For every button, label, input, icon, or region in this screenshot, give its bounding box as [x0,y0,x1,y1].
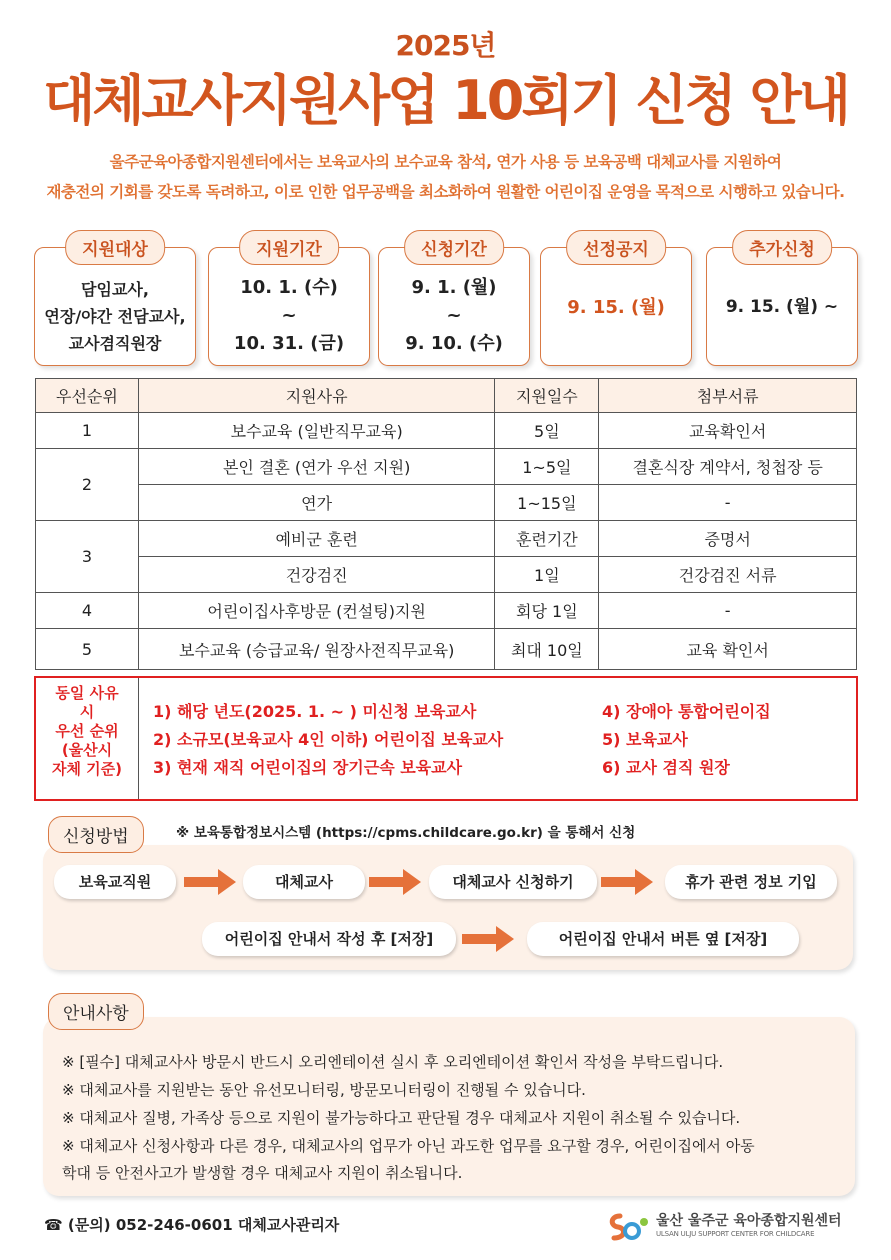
card-label-target: 지원대상 [65,230,165,265]
card-line: 10. 31. (금) [233,333,345,354]
days-cell: 1~15일 [495,485,599,521]
reason-cell: 어린이집사후방문 (컨설팅)지원 [138,593,495,629]
step-apply: 대체교사 신청하기 [429,865,597,899]
card-line: 연장/야간 전담교사, [44,307,186,326]
rank-cell: 2 [36,449,139,521]
rank-cell: 3 [36,521,139,593]
card-label-period: 지원기간 [239,230,339,265]
method-label: 신청방법 [48,816,144,853]
column-header: 첨부서류 [599,379,857,413]
rank-cell: 5 [36,629,139,670]
card-line: 교사겸직원장 [68,334,162,353]
card-line: 9. 1. (월) [411,277,497,298]
card-line: 9. 10. (수) [405,333,503,354]
notice-item: 학대 등 안전사고가 발생할 경우 대체교사 지원이 취소됩니다. [62,1164,463,1182]
intro-line-1: 울주군육아종합지원센터에서는 보육교사의 보수교육 참석, 연가 사용 등 보육공백 대체교사를 지원하여 [109,153,782,171]
reason-cell: 건강검진 [138,557,495,593]
reason-cell: 보수교육 (일반직무교육) [138,413,495,449]
arrow-right-icon [184,869,236,895]
card-line: 10. 1. (수) [240,277,338,298]
days-cell: 1~5일 [495,449,599,485]
tie-label-line: 자체 기준) [51,760,123,778]
step-save-guide: 어린이집 안내서 버튼 옆 [저장] [527,922,799,956]
tie-break-box [34,676,858,801]
rank-cell: 4 [36,593,139,629]
contact-info: ☎ (문의) 052-246-0601 대체교사관리자 [44,1216,340,1234]
step-substitute: 대체교사 [243,865,365,899]
tie-item: 2) 소규모(보육교사 4인 이하) 어린이집 보육교사 [153,730,504,749]
priority-table [35,378,857,670]
tie-item: 4) 장애아 통합어린이집 [602,702,771,721]
table-header-row [36,379,857,413]
tie-item: 1) 해당 년도(2025. 1. ~ ) 미신청 보육교사 [153,702,477,721]
tie-label-line: 동일 사유 [55,684,119,702]
tie-break-label [36,678,139,799]
arrow-right-icon [369,869,421,895]
days-cell: 회당 1일 [495,593,599,629]
docs-cell: 교육 확인서 [599,629,857,670]
card-label-notice-date: 선정공지 [566,230,666,265]
table-row [36,413,857,449]
tie-item: 5) 보육교사 [602,730,688,749]
card-additional [706,240,858,366]
card-line: ~ [281,305,297,326]
column-header: 지원사유 [138,379,495,413]
page-title: 대체교사지원사업 10회기 신청 안내 [43,69,848,132]
card-body-apply [379,274,529,358]
step-staff: 보육교직원 [54,865,176,899]
notice-item: ※ 대체교사 신청사항과 다른 경우, 대체교사의 업무가 아닌 과도한 업무를 요구할 경우, 어린이집에서 아동 [62,1137,755,1155]
days-cell: 1일 [495,557,599,593]
logo-mark-icon [606,1210,650,1244]
card-body-target [35,276,195,357]
logo-text: 울산 울주군 육아종합지원센터 [656,1213,842,1229]
step-write-guide: 어린이집 안내서 작성 후 [저장] [202,922,456,956]
tie-item: 6) 교사 겸직 원장 [602,758,730,777]
tie-label-line: 우선 순위 [55,722,119,740]
tie-label-line: 시 [79,703,95,721]
tie-item: 3) 현재 재직 어린이집의 장기근속 보육교사 [153,758,463,777]
column-header: 우선순위 [36,379,139,413]
rank-cell: 1 [36,413,139,449]
method-note: ※ 보육통합정보시스템 (https://cpms.childcare.go.kr) 을 통해서 신청 [176,825,636,841]
reason-cell: 연가 [138,485,495,521]
table-row [36,521,857,557]
column-header: 지원일수 [495,379,599,413]
step-leave-info: 휴가 관련 정보 기입 [665,865,837,899]
card-apply [378,240,530,366]
arrow-right-icon [601,869,653,895]
docs-cell: - [599,593,857,629]
reason-cell: 예비군 훈련 [138,521,495,557]
docs-cell: 건강검진 서류 [599,557,857,593]
docs-cell: 교육확인서 [599,413,857,449]
arrow-right-icon [462,926,514,952]
card-target [34,240,196,366]
table-row [36,485,857,521]
center-logo [606,1208,856,1248]
card-line: ~ [446,305,462,326]
card-body-notice-date: 9. 15. (월) [567,297,665,318]
docs-cell: - [599,485,857,521]
reason-cell: 본인 결혼 (연가 우선 지원) [138,449,495,485]
tie-label-line: (울산시 [61,741,113,759]
card-label-additional: 추가신청 [732,230,832,265]
notice-item: ※ 대체교사를 지원받는 동안 유선모니터링, 방문모니터링이 진행될 수 있습니다. [62,1081,586,1099]
table-row [36,449,857,485]
reason-cell: 보수교육 (승급교육/ 원장사전직무교육) [138,629,495,670]
days-cell: 5일 [495,413,599,449]
card-body-period [209,274,369,358]
card-line: 담임교사, [81,280,149,299]
notice-item: ※ 대체교사 질병, 가족상 등으로 지원이 불가능하다고 판단될 경우 대체교사 지원이 취소될 수 있습니다. [62,1109,741,1127]
year-heading: 2025년 [395,29,496,62]
docs-cell: 결혼식장 계약서, 청첩장 등 [599,449,857,485]
notice-label: 안내사항 [48,993,144,1030]
table-row [36,593,857,629]
card-body-additional: 9. 15. (월) ~ [725,297,839,317]
logo-subtext: ULSAN ULJU SUPPORT CENTER FOR CHILDCARE [656,1230,815,1238]
docs-cell: 증명서 [599,521,857,557]
table-row [36,629,857,670]
card-period [208,240,370,366]
intro-line-2: 재충전의 기회를 갖도록 독려하고, 이로 인한 업무공백을 최소화하여 원활한 어린이집 운영을 목적으로 시행하고 있습니다. [46,183,845,201]
table-row [36,557,857,593]
days-cell: 훈련기간 [495,521,599,557]
card-label-apply: 신청기간 [404,230,504,265]
notice-item: ※ [필수] 대체교사사 방문시 반드시 오리엔테이션 실시 후 오리엔테이션 확인서 작성을 부탁드립니다. [62,1053,724,1071]
card-notice-date [540,240,692,366]
days-cell: 최대 10일 [495,629,599,670]
